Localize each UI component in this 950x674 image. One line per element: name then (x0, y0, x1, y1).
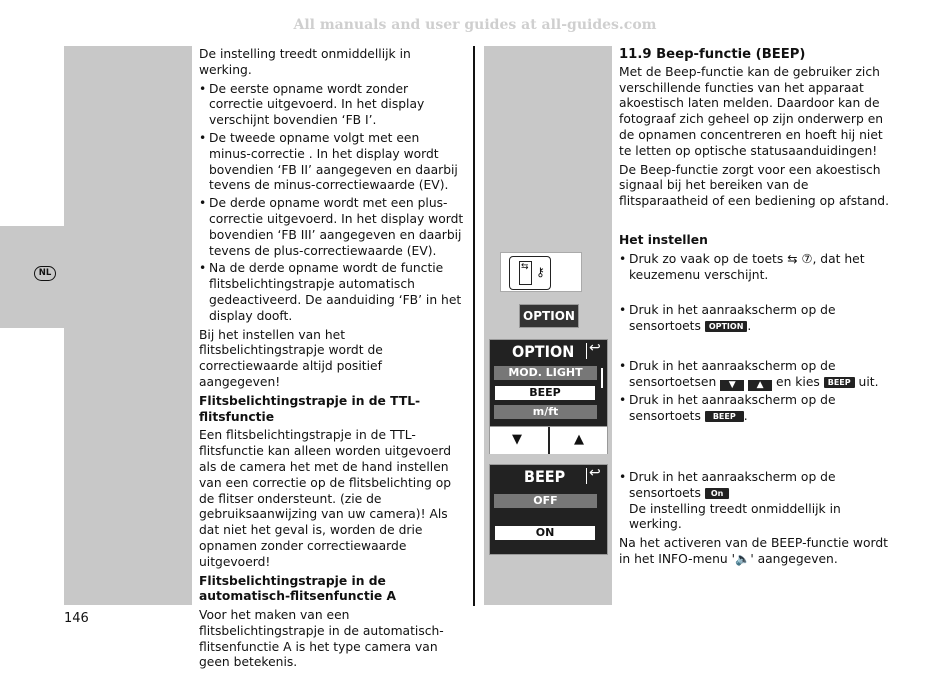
title-divider (586, 343, 587, 359)
beep-menu-screen (489, 464, 608, 555)
section-title: 11.9 Beep-functie (BEEP) (619, 47, 806, 62)
step-list (619, 359, 889, 424)
option-sensor-button[interactable]: OPTION (519, 304, 579, 328)
menu-item-off[interactable]: OFF (494, 494, 597, 508)
step-list (619, 470, 889, 533)
instructions (619, 233, 889, 286)
on-chip: On (705, 488, 730, 499)
back-icon[interactable]: ↩ (589, 340, 601, 356)
instruction-step (619, 470, 889, 571)
menu-item-beep[interactable]: BEEP (494, 385, 596, 401)
list-item: • De eerste opname wordt zonder correctie uitgevoerd. In het display verschijnt bovendien ‘FB I’. (199, 82, 465, 129)
bullet-list (199, 82, 465, 325)
list-item: • De tweede opname volgt met een minus-correctie . In het display wordt bovendien ‘FB II’ aangegeven en daarbij tevens de minus-correctiewaarde (EV). (199, 131, 465, 194)
instruction-step (619, 303, 889, 338)
list-item: • De derde opname wordt met een plus-correctie uitgevoerd. In het display wordt bovendien ‘FB III’ aangegeven en daarbij tevens de plus-correctiewaarde (EV). (199, 196, 465, 259)
paragraph-text: Na het activeren van de BEEP-functie wordt in het INFO-menu (619, 536, 888, 566)
step-text: De instelling treedt onmiddellijk in werking. (629, 501, 841, 532)
left-margin-band (64, 46, 192, 605)
step-text: uit. (858, 374, 879, 389)
step-text: Druk in het aanraakscherm op de sensortoets (629, 392, 836, 423)
step-text: en kies (776, 374, 820, 389)
arrow-up-icon[interactable]: ▲ (574, 432, 584, 447)
beep-chip: BEEP (824, 377, 855, 388)
screen-title: BEEP (524, 467, 566, 486)
step-item (619, 252, 889, 284)
language-badge: NL (34, 266, 56, 281)
step-text: Druk in het aanraakscherm op de sensortoets (629, 470, 836, 500)
scrollbar[interactable] (601, 368, 603, 388)
step-text: Druk in het aanraakscherm op de sensortoets (629, 303, 836, 333)
section-heading: Het instellen (619, 233, 708, 247)
left-column (199, 47, 465, 674)
watermark: All manuals and user guides at all-guides.com (293, 17, 657, 33)
paragraph: De instelling treedt onmiddellijk in werking. (199, 47, 411, 77)
arrow-down-chip-icon: ▼ (720, 380, 744, 391)
step-text: Druk zo vaak op de toets (629, 251, 784, 266)
instruction-step (619, 359, 889, 427)
arrow-down-icon[interactable]: ▼ (512, 432, 522, 447)
arrows-icon: ⇆ (521, 262, 529, 272)
step-text: ⑦, dat het keuzemenu verschijnt. (629, 251, 865, 282)
step-text: Druk in het aanraakscherm op de sensortoetsen (629, 359, 836, 389)
step-item (619, 470, 889, 533)
mode-button-icon (519, 261, 532, 285)
right-column (619, 47, 889, 213)
step-item: • Druk in het aanraakscherm op de sensortoets BEEP . (619, 393, 889, 425)
paragraph: Een flitsbelichtingstrapje in de TTL-flitsfunctie kan alleen worden uitgevoerd als de camera het met de hand instellen van een correctie op de flitsbelichting op de flitser ondersteunt. (zie de gebruiksaanwijzing van uw camera)! Als dat niet het geval is, worden de drie opnamen zonder correctiewaarde uitgevoerd! (199, 428, 452, 569)
screen-title: OPTION (512, 342, 575, 361)
paragraph: Na het activeren van de BEEP-functie wordt in het INFO-menu '🔈' aangegeven. (619, 536, 888, 566)
section-heading: Flitsbelichtingstrapje in de automatisch-flitsenfunctie A (199, 573, 397, 604)
menu-item-m-ft[interactable]: m/ft (494, 405, 597, 419)
arrow-divider (548, 427, 550, 454)
mode-arrows-icon: ⇆ (787, 251, 798, 266)
step-item (619, 359, 889, 391)
title-divider (586, 468, 587, 484)
arrow-button-bar (490, 426, 607, 454)
section-heading: Flitsbelichtingstrapje in de TTL-flitsfunctie (199, 393, 421, 424)
paragraph: Met de Beep-functie kan de gebruiker zich verschillende functies van het apparaat akoestisch laten melden. Daardoor kan de fotograaf zich geheel op zijn onderwerp en de opnamen concentreren en hoeft hij niet te letten op optische statusaanduidingen! (619, 64, 884, 158)
flash-body-outline (509, 256, 551, 290)
option-chip: OPTION (705, 321, 748, 332)
step-list (619, 252, 889, 284)
list-item: • Na de derde opname wordt de functie flitsbelichtingstrapje automatisch gedeactiveerd. De aanduiding ‘FB’ in het display dooft. (199, 261, 465, 324)
speaker-icon: 🔈 (735, 551, 751, 566)
back-icon[interactable]: ↩ (589, 465, 601, 481)
column-divider (473, 46, 475, 606)
paragraph: De Beep-functie zorgt voor een akoestisch signaal bij het bereiken van de flitsparaatheid of een bediening op afstand. (619, 162, 890, 209)
beep-chip: BEEP (705, 411, 744, 422)
menu-item-mod-light[interactable]: MOD. LIGHT (494, 366, 597, 380)
camera-back-illustration (500, 252, 582, 292)
arrow-up-chip-icon: ▲ (748, 380, 772, 391)
option-menu-screen (489, 339, 608, 454)
step-item: • Druk in het aanraakscherm op de sensortoets OPTION . (619, 303, 889, 335)
paragraph: Bij het instellen van het flitsbelichtingstrapje wordt de correctiewaarde altijd positief aangegeven! (199, 327, 383, 389)
paragraph-text: aangegeven. (757, 551, 838, 566)
menu-item-on[interactable]: ON (494, 525, 596, 541)
step-list (619, 303, 889, 335)
key-icon: ⚷ (536, 265, 545, 279)
paragraph: Voor het maken van een flitsbelichtingstrapje in de automatisch-flitsenfunctie A is het type camera van geen betekenis. (199, 608, 444, 670)
page-number: 146 (64, 611, 89, 626)
